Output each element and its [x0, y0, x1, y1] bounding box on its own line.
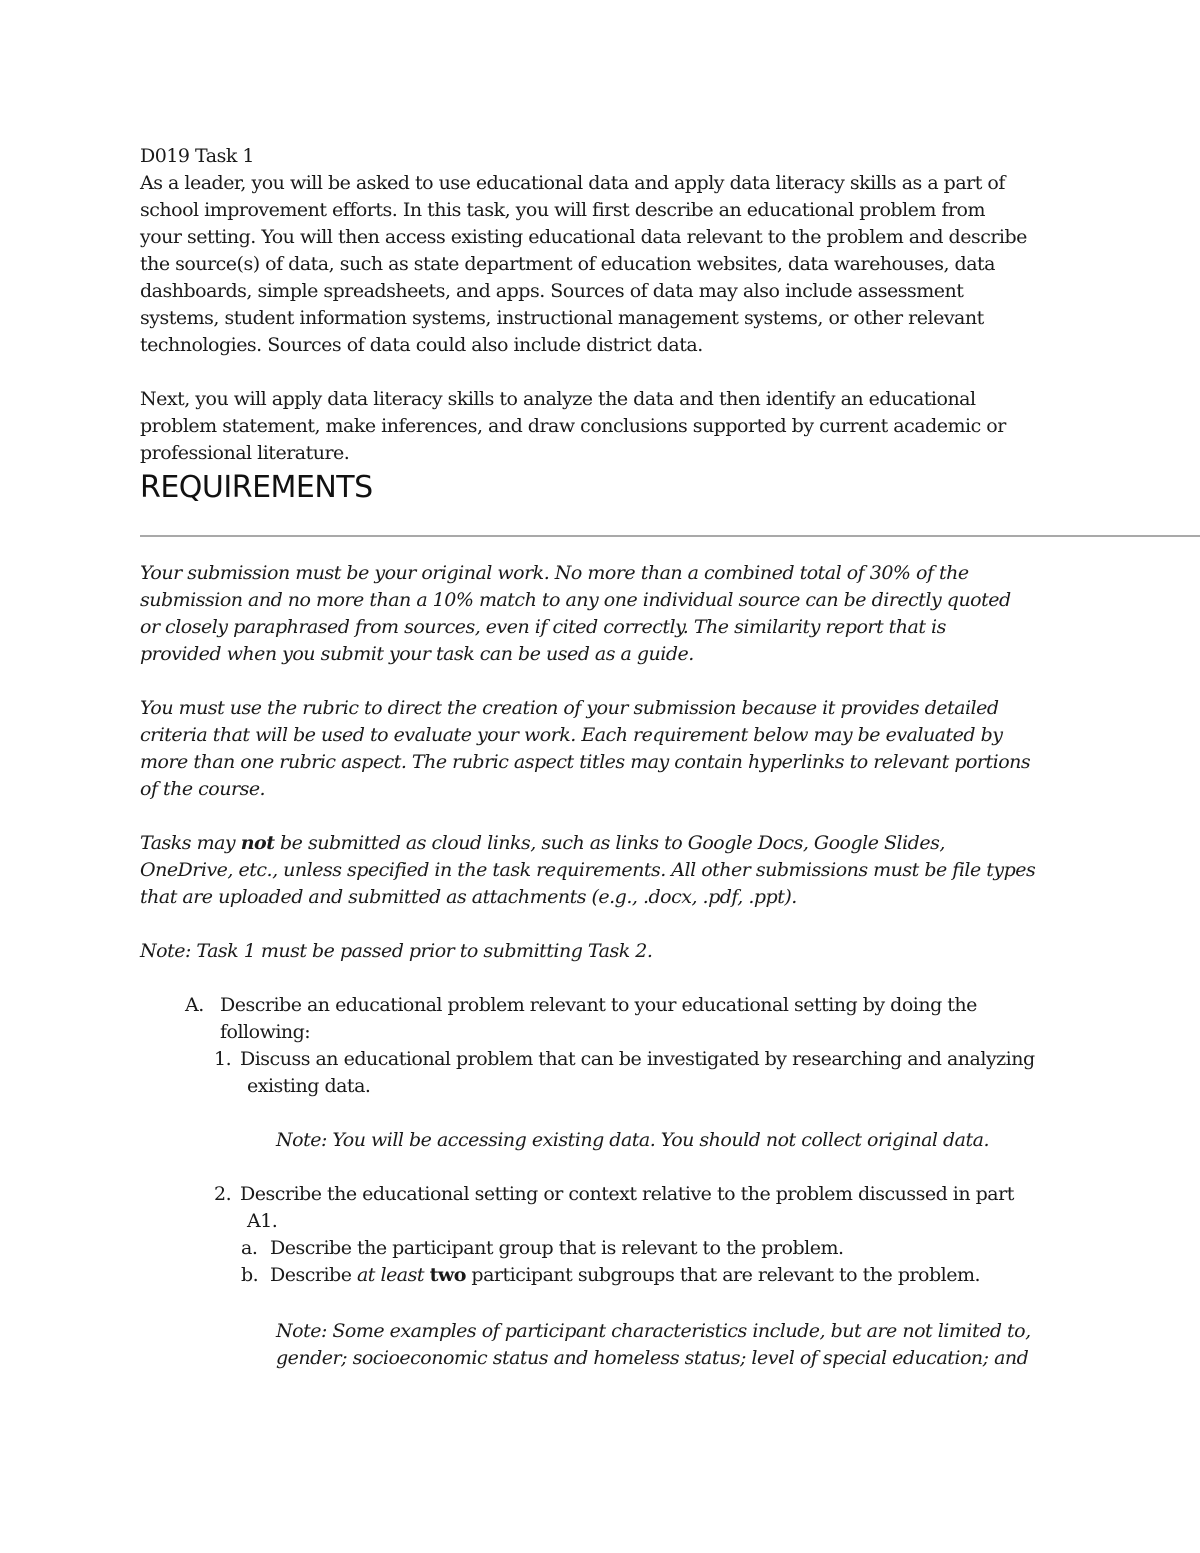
next-line: problem statement, make inferences, and draw conclusions supported by current academic or [140, 415, 1006, 437]
item-2b-post: participant subgroups that are relevant to the problem. [465, 1264, 981, 1286]
item-a-text: Describe an educational problem relevant to your educational setting by doing the [220, 994, 977, 1016]
heading-divider [140, 535, 1200, 537]
item-1-text: Discuss an educational problem that can be investigated by researching and analyzing [240, 1048, 1035, 1070]
item-a-text: following: [220, 1021, 311, 1043]
item-2a-marker: a. [241, 1237, 258, 1259]
originality-line: Your submission must be your original work. No more than a combined total of 30% of the [140, 562, 969, 584]
item-2-text: A1. [247, 1210, 278, 1232]
requirements-heading: REQUIREMENTS [140, 470, 373, 505]
rubric-line: of the course. [140, 778, 266, 800]
note-existing-data: Note: You will be accessing existing data. You should not collect original data. [276, 1129, 990, 1151]
originality-line: submission and no more than a 10% match to any one individual source can be directly quoted [140, 589, 1011, 611]
item-2a-text: Describe the participant group that is relevant to the problem. [270, 1237, 844, 1259]
rubric-line: criteria that will be used to evaluate your work. Each requirement below may be evaluated by [140, 724, 1003, 746]
intro-line: dashboards, simple spreadsheets, and apps. Sources of data may also include assessment [140, 280, 964, 302]
document-title: D019 Task 1 [140, 145, 254, 167]
item-2-marker: 2. [214, 1183, 232, 1205]
cloud-links-line [140, 830, 945, 857]
intro-line: the source(s) of data, such as state department of education websites, data warehouses, data [140, 253, 996, 275]
item-2b-pre: Describe [270, 1264, 357, 1286]
item-2b-text [270, 1262, 980, 1289]
intro-line: As a leader, you will be asked to use educational data and apply data literacy skills as a part of [140, 172, 1005, 194]
next-line: professional literature. [140, 442, 350, 464]
item-2b-italic: at least [356, 1264, 425, 1286]
cloud-links-line: OneDrive, etc., unless specified in the task requirements. All other submissions must be file types [140, 859, 1036, 881]
originality-line: or closely paraphrased from sources, even if cited correctly. The similarity report that is [140, 616, 946, 638]
item-1-text: existing data. [247, 1075, 371, 1097]
rubric-line: more than one rubric aspect. The rubric aspect titles may contain hyperlinks to relevant portions [140, 751, 1031, 773]
item-2b-marker: b. [241, 1264, 259, 1286]
item-a-marker: A. [185, 994, 204, 1016]
intro-line: your setting. You will then access existing educational data relevant to the problem and describe [140, 226, 1027, 248]
intro-line: technologies. Sources of data could also include district data. [140, 334, 703, 356]
note-examples-line: Note: Some examples of participant characteristics include, but are not limited to, [276, 1320, 1031, 1342]
cloud-links-line: that are uploaded and submitted as attachments (e.g., .docx, .pdf, .ppt). [140, 886, 797, 908]
item-1-marker: 1. [214, 1048, 232, 1070]
cloud-text-bold: not [240, 832, 275, 854]
rubric-line: You must use the rubric to direct the creation of your submission because it provides detailed [140, 697, 999, 719]
cloud-text-post: be submitted as cloud links, such as links to Google Docs, Google Slides, [274, 832, 945, 854]
cloud-text-pre: Tasks may [140, 832, 241, 854]
originality-line: provided when you submit your task can be used as a guide. [140, 643, 694, 665]
note-examples-line: gender; socioeconomic status and homeless status; level of special education; and [276, 1347, 1029, 1369]
item-2b-bold: two [429, 1264, 466, 1286]
intro-line: school improvement efforts. In this task, you will first describe an educational problem from [140, 199, 986, 221]
intro-line: systems, student information systems, instructional management systems, or other relevant [140, 307, 984, 329]
task-note: Note: Task 1 must be passed prior to submitting Task 2. [140, 940, 653, 962]
next-line: Next, you will apply data literacy skills to analyze the data and then identify an educational [140, 388, 976, 410]
item-2-text: Describe the educational setting or context relative to the problem discussed in part [240, 1183, 1014, 1205]
